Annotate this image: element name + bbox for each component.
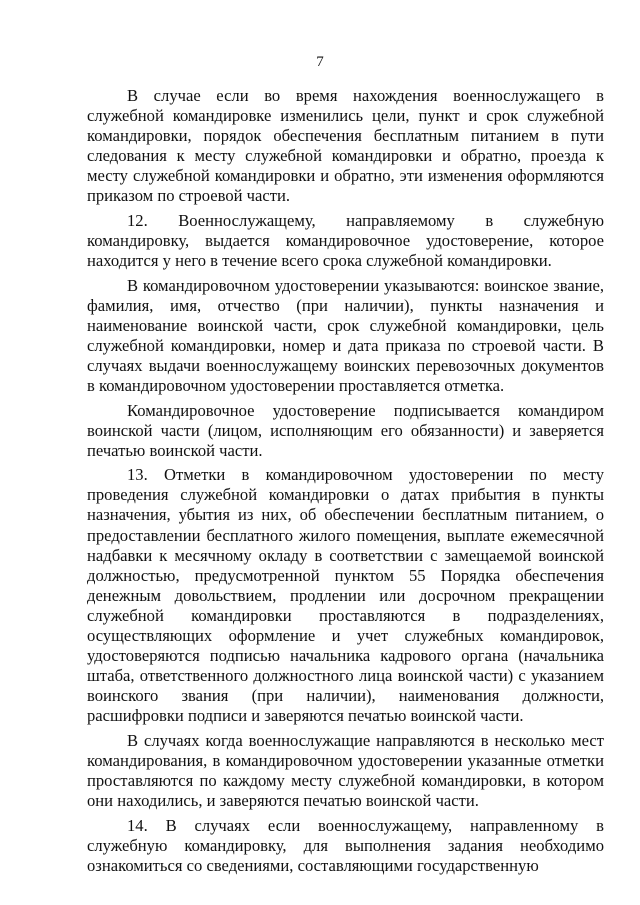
paragraph: 12. Военнослужащему, направляемому в служебную командировку, выдается командировочное удостоверение, которое находится у него в течение всего срока служебной командировки. (87, 210, 604, 271)
paragraph: 14. В случаях если военнослужащему, направленному в служебную командировку, для выполнения задания необходимо ознакомиться со сведениями, составляющими государственную (87, 815, 604, 875)
paragraph: В случае если во время нахождения военнослужащего в служебной командировке изменились цели, пункт и срок служебной командировки, порядок обеспечения бесплатным питанием в пути следования к месту служебной командировки и обратно, проезда к месту служебной командировки и обратно, эти изменения оформляются приказом по строевой части. (87, 86, 604, 206)
page-number: 7 (316, 54, 324, 70)
paragraph: В командировочном удостоверении указываются: воинское звание, фамилия, имя, отчество (при наличии), пункты назначения и наименование воинской части, срок служебной командировки, цель служебной командировки, номер и дата приказа по строевой части. В случаях выдачи военнослужащему воинских перевозочных документов в командировочном удостоверении проставляется отметка. (87, 275, 604, 396)
paragraph: В случаях когда военнослужащие направляются в несколько мест командирования, в командировочном удостоверении указанные отметки проставляются по каждому месту служебной командировки, в котором они находились, и заверяются печатью воинской части. (87, 730, 604, 811)
paragraph: Командировочное удостоверение подписывается командиром воинской части (лицом, исполняющим его обязанности) и заверяется печатью воинской части. (87, 400, 604, 460)
body-text (87, 86, 604, 880)
paragraph: 13. Отметки в командировочном удостоверении по месту проведения служебной командировки о датах прибытия в пункты назначения, убытия из них, об обеспечении бесплатным питанием, о предоставлении бесплатного жилого помещения, выплате ежемесячной надбавки к месячному окладу в соответствии с замещаемой воинской должностью, предусмотренной пунктом 55 Порядка обеспечения денежным довольствием, продлении или досрочном прекращении служебной командировки проставляются в подразделениях, осуществляющих оформление и учет служебных командировок, удостоверяются подписью начальника кадрового органа (начальника штаба, ответственного должностного лица воинской части) с указанием воинского звания (при наличии), наименования должности, расшифровки подписи и заверяются печатью воинской части. (87, 465, 604, 726)
